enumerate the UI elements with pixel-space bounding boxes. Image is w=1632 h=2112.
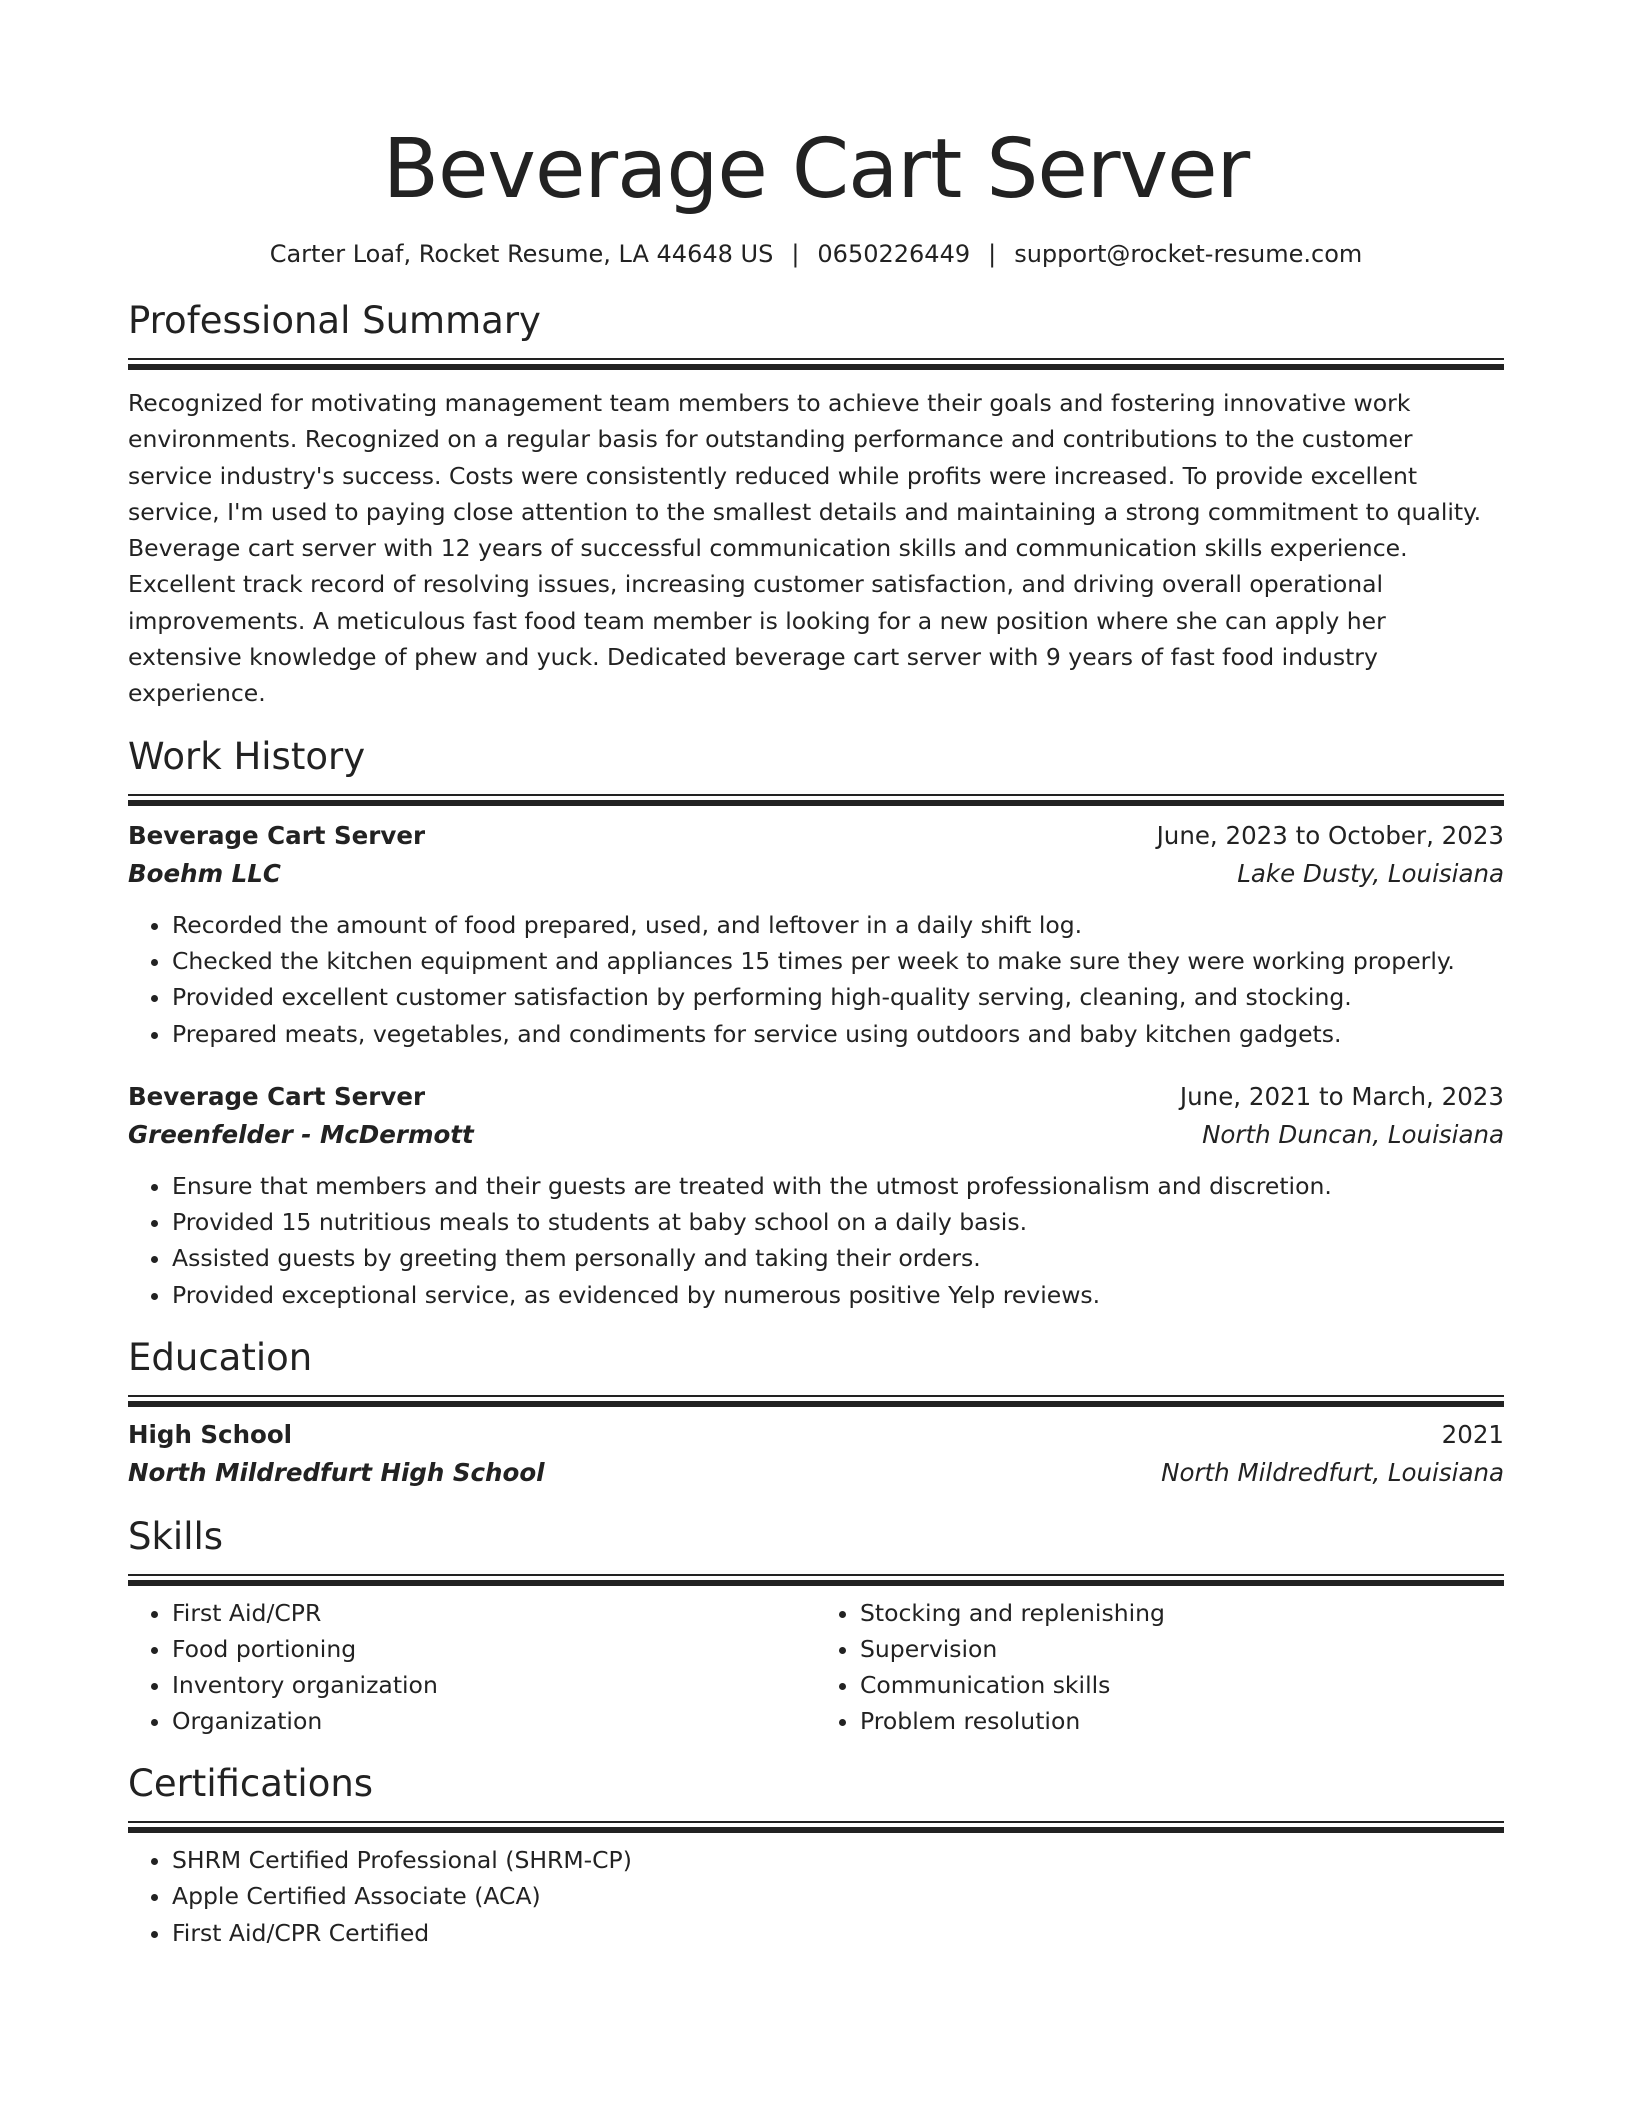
job-entry <box>128 1078 1504 1313</box>
skill-item: • Organization <box>172 1703 816 1739</box>
section-heading-work-history: Work History <box>128 734 366 778</box>
section-divider <box>128 1821 1504 1832</box>
section-heading-summary: Professional Summary <box>128 299 541 342</box>
skills-column-left <box>128 1595 816 1739</box>
section-heading-certifications: Certifications <box>128 1762 374 1806</box>
contact-address: Carter Loaf, Rocket Resume, LA 44648 US <box>269 240 774 268</box>
work-history-section <box>128 734 1504 1313</box>
skills-list <box>128 1595 1504 1739</box>
contact-line <box>128 238 1504 270</box>
summary-section <box>128 298 1504 712</box>
certification-item: • SHRM Certified Professional (SHRM-CP) <box>172 1842 1504 1878</box>
section-divider <box>128 1395 1504 1406</box>
certification-item: • First Aid/CPR Certified <box>172 1915 1504 1951</box>
skill-item: • Stocking and replenishing <box>860 1595 1504 1631</box>
job-duty: • Ensure that members and their guests are treated with the utmost professionalism and discretion. <box>172 1168 1504 1204</box>
job-duties <box>128 1168 1504 1313</box>
skill-item: • Food portioning <box>172 1631 816 1667</box>
skill-item: • Supervision <box>860 1631 1504 1667</box>
job-location: Lake Dusty, Louisiana <box>1237 858 1504 888</box>
education-school: North Mildredfurt High School <box>128 1458 545 1488</box>
job-dates: June, 2023 to October, 2023 <box>1156 820 1504 850</box>
contact-separator: | <box>988 240 997 268</box>
job-duty: • Provided exceptional service, as evidenced by numerous positive Yelp reviews. <box>172 1277 1504 1313</box>
education-degree: High School <box>128 1420 293 1450</box>
job-duty: • Checked the kitchen equipment and appliances 15 times per week to make sure they were working properly. <box>172 943 1504 979</box>
certifications-list <box>128 1842 1504 1951</box>
contact-separator: | <box>791 240 800 268</box>
job-dates: June, 2021 to March, 2023 <box>1179 1081 1504 1111</box>
section-divider <box>128 1574 1504 1585</box>
section-divider <box>128 358 1504 369</box>
summary-text: Recognized for motivating management team members to achieve their goals and fostering innovative work environments. Recognized on a regular basis for outstanding performance and contributions to the customer service industry's success. Costs were consistently reduced while profits were increased. To provide excellent service, I'm used to paying close attention to the smallest details and maintaining a strong commitment to quality. Beverage cart server with 12 years of successful communication skills and communication skills experience. Excellent track record of resolving issues, increasing customer satisfaction, and driving overall operational improvements. A meticulous fast food team member is looking for a new position where she can apply her extensive knowledge of phew and yuck. Dedicated beverage cart server with 9 years of fast food industry experience. <box>128 389 1482 708</box>
job-title: Beverage Cart Server <box>128 1081 426 1111</box>
job-location: North Duncan, Louisiana <box>1202 1119 1504 1149</box>
contact-phone: 0650226449 <box>817 240 971 268</box>
job-duty: • Recorded the amount of food prepared, used, and leftover in a daily shift log. <box>172 907 1504 943</box>
contact-email: support@rocket-resume.com <box>1014 240 1363 268</box>
job-title: Beverage Cart Server <box>128 820 426 850</box>
skill-item: • Problem resolution <box>860 1703 1504 1739</box>
skills-section <box>128 1514 1504 1739</box>
job-duty: • Provided excellent customer satisfaction by performing high-quality serving, cleaning, and stocking. <box>172 979 1504 1015</box>
skill-item: • First Aid/CPR <box>172 1595 816 1631</box>
job-company: Greenfelder - McDermott <box>128 1119 474 1149</box>
job-duties <box>128 907 1504 1052</box>
resume-title: Beverage Cart Server <box>382 122 1250 217</box>
job-company: Boehm LLC <box>128 858 281 888</box>
skill-item: • Communication skills <box>860 1667 1504 1703</box>
job-duty: • Prepared meats, vegetables, and condiments for service using outdoors and baby kitchen gadgets. <box>172 1016 1504 1052</box>
resume-page <box>128 0 1504 1951</box>
section-heading-education: Education <box>128 1336 313 1380</box>
skills-column-right <box>816 1595 1504 1739</box>
job-duty: • Assisted guests by greeting them personally and taking their orders. <box>172 1240 1504 1276</box>
certification-item: • Apple Certified Associate (ACA) <box>172 1878 1504 1914</box>
education-year: 2021 <box>1441 1420 1504 1450</box>
education-location: North Mildredfurt, Louisiana <box>1161 1458 1504 1488</box>
job-entry <box>128 817 1504 1052</box>
education-section <box>128 1335 1504 1492</box>
section-divider <box>128 794 1504 805</box>
section-heading-skills: Skills <box>128 1515 224 1559</box>
job-duty: • Provided 15 nutritious meals to students at baby school on a daily basis. <box>172 1204 1504 1240</box>
skill-item: • Inventory organization <box>172 1667 816 1703</box>
education-entry <box>128 1416 1504 1492</box>
certifications-section <box>128 1761 1504 1951</box>
